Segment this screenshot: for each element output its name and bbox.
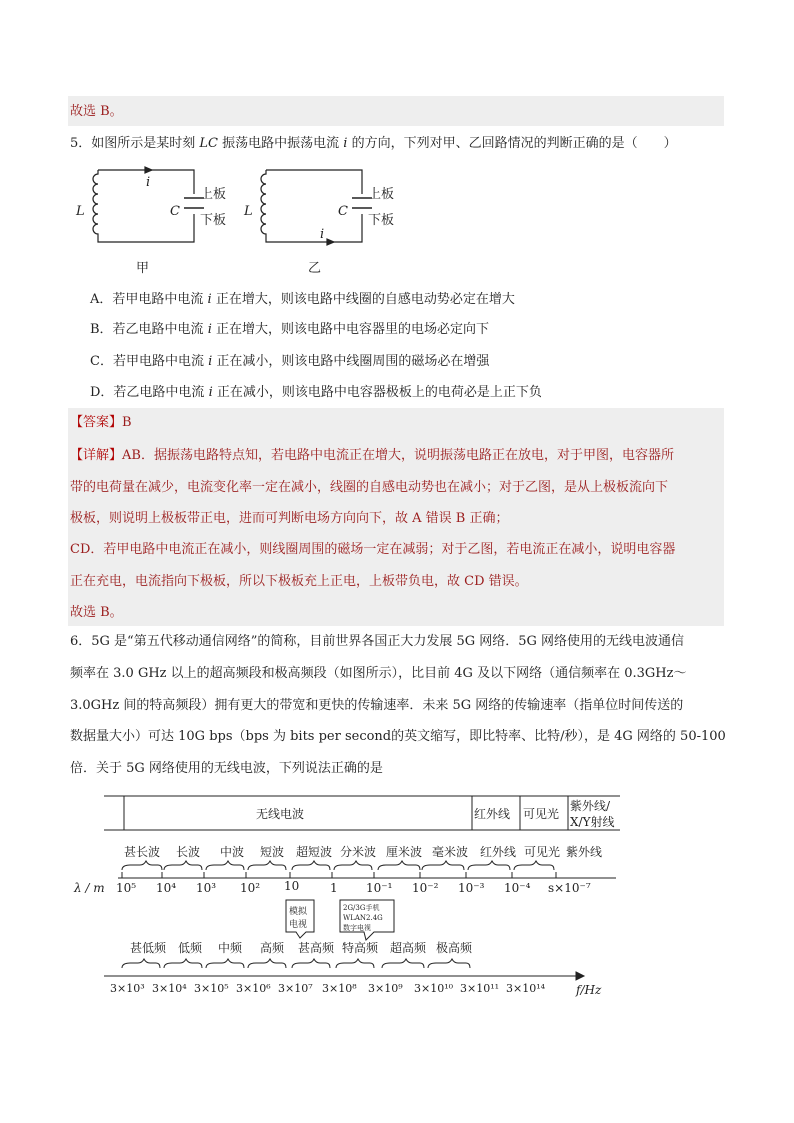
freq-band-5: 甚高频	[298, 941, 335, 955]
wave-label-4: 短波	[260, 845, 285, 859]
freq-band-1: 甚低频	[130, 941, 167, 955]
q5-detail-line-3: 极板，则说明上极板带正电，进而可判断电场方向向下，故 A 错误 B 正确；	[70, 511, 509, 526]
lambda-tick-6: 1	[330, 881, 338, 895]
wave-label-3: 中波	[220, 845, 245, 859]
q5-detail-line-1: 【详解】AB．据振荡电路特点知，若电路中电流正在增大，说明振荡电路正在放电，对于甲图，电容器所	[70, 448, 674, 463]
wave-label-10: 可见光	[524, 845, 561, 859]
label-i-jia: i	[146, 175, 151, 190]
band-visible: 可见光	[523, 807, 560, 821]
freq-tick-10: 3×10¹⁴	[506, 982, 546, 995]
lambda-tick-11: s×10⁻⁷	[548, 881, 591, 895]
label-yi: 乙	[308, 261, 322, 276]
brace-f3	[206, 959, 244, 968]
band-uv: 紫外线/	[570, 799, 611, 813]
prev-conclusion: 故选 B。	[70, 104, 123, 119]
q6-stem-line-2: 频率在 3.0 GHz 以上的超高频段和极高频段（如图所示），比目前 4G 及以下网络（通信频率在 0.3GHz～	[70, 666, 687, 681]
q5-detail-line-2: 带的电荷量在减少，电流变化率一定在减小，线圈的自感电动势也在减小；对于乙图，是从上极板流向下	[70, 480, 669, 495]
label-L-jia: L	[76, 204, 85, 219]
freq-tick-4: 3×10⁶	[236, 982, 271, 995]
q5-detail-line-5: 正在充电，电流指向下极板，所以下极板充上正电，上板带负电，故 CD 错误。	[70, 574, 528, 589]
callout-mobile-line-3: 数字电视	[343, 924, 371, 932]
brace-w8	[422, 861, 464, 870]
label-C-yi: C	[338, 204, 348, 219]
freq-band-4: 高频	[260, 941, 285, 955]
brace-f5	[292, 959, 330, 968]
label-upper-jia: 上板	[200, 187, 227, 202]
label-lower-yi: 下板	[368, 213, 395, 228]
callout-analog-line-1: 模拟	[289, 907, 308, 917]
label-i-yi: i	[320, 227, 325, 242]
wave-label-5: 超短波	[296, 845, 333, 859]
freq-band-6: 特高频	[342, 941, 379, 955]
freq-band-3: 中频	[218, 941, 243, 955]
wave-label-6: 分米波	[340, 845, 377, 859]
coil-yi	[261, 170, 266, 236]
freq-tick-7: 3×10⁹	[368, 982, 403, 995]
lambda-tick-4: 10²	[240, 881, 261, 895]
freq-tick-3: 3×10⁵	[194, 982, 229, 995]
label-jia: 甲	[136, 261, 150, 276]
callout-mobile-line-1: 2G/3G手机	[343, 904, 380, 912]
q5-option-b: B．若乙电路中电流 i 正在增大，则该电路中电容器里的电场必定向下	[90, 322, 489, 337]
coil-jia	[93, 170, 98, 236]
brace-f6	[336, 959, 374, 968]
lambda-tick-8: 10⁻²	[412, 881, 439, 895]
q5-option-c: C．若甲电路中电流 i 正在减小，则该电路中线圈周围的磁场必在增强	[90, 354, 490, 369]
brace-f1	[122, 959, 160, 968]
wave-label-2: 长波	[176, 845, 201, 859]
q6-stem-line-5: 倍．关于 5G 网络使用的无线电波，下列说法正确的是	[70, 761, 383, 776]
freq-band-7: 超高频	[390, 941, 427, 955]
lc-circuit-figure	[70, 160, 410, 280]
lambda-tick-10: 10⁻⁴	[504, 881, 531, 895]
brace-w2	[164, 861, 202, 870]
lambda-tick-5: 10	[284, 879, 300, 893]
prev-answer-block	[68, 96, 724, 126]
brace-w10	[514, 861, 554, 870]
brace-f7	[382, 959, 424, 968]
wave-label-11: 紫外线	[566, 845, 603, 859]
label-C-jia: C	[170, 204, 180, 219]
label-lower-jia: 下板	[200, 213, 227, 228]
wave-label-7: 厘米波	[386, 845, 423, 859]
q5-detail-line-4: CD．若甲电路中电流正在减小，则线圈周围的磁场一定在减弱；对于乙图，若电流正在减小，说明电容器	[70, 542, 676, 557]
q5-conclusion: 故选 B。	[70, 605, 123, 620]
callout-analog-tv	[286, 900, 314, 938]
brace-f8	[428, 959, 470, 968]
em-spectrum-figure	[60, 788, 620, 1000]
wavelength-ticks	[122, 872, 556, 878]
brace-w1	[122, 861, 162, 870]
brace-w3	[206, 861, 244, 870]
q5-option-a: A．若甲电路中电流 i 正在增大，则该电路中线圈的自感电动势必定在增大	[90, 292, 515, 307]
freq-band-8: 极高频	[436, 941, 473, 955]
lambda-tick-1: 10⁵	[116, 881, 137, 895]
q6-stem-line-4: 数据量大小）可达 10G bps（bps 为 bits per second的英文缩写，即比特率、比特/秒），是 4G 网络的 50-100	[70, 729, 726, 744]
q6-stem-line-3: 3.0GHz 间的特高频段）拥有更大的带宽和更快的传输速率．未来 5G 网络的传输速率（指单位时间传送的	[70, 698, 684, 713]
brace-f2	[164, 959, 202, 968]
brace-w7	[378, 861, 420, 870]
brace-w4	[248, 861, 286, 870]
callout-analog-line-2: 电视	[289, 920, 308, 930]
frequency-axis-arrow	[576, 972, 584, 980]
wave-label-8: 毫米波	[432, 845, 469, 859]
wave-label-9: 红外线	[480, 845, 517, 859]
freq-axis-label: f/Hz	[576, 983, 602, 997]
band-xray: X/Y射线	[570, 815, 615, 829]
brace-w5	[292, 861, 330, 870]
lambda-tick-9: 10⁻³	[458, 881, 485, 895]
band-infrared: 红外线	[474, 807, 511, 821]
current-arrow-yi	[327, 239, 334, 245]
brace-w9	[468, 861, 510, 870]
lambda-tick-7: 10⁻¹	[366, 881, 393, 895]
freq-tick-6: 3×10⁸	[322, 982, 357, 995]
q5-answer: 【答案】B	[70, 415, 132, 430]
label-upper-yi: 上板	[368, 187, 395, 202]
band-radio: 无线电波	[256, 807, 305, 821]
q5-stem: 5．如图所示是某时刻 LC 振荡电路中振荡电流 i 的方向，下列对甲、乙回路情况的判断正确的是（ ）	[70, 136, 677, 151]
label-L-yi: L	[244, 204, 253, 219]
current-arrow-jia	[145, 167, 152, 173]
callout-mobile-line-2: WLAN2.4G	[343, 914, 383, 922]
brace-w6	[334, 861, 372, 870]
freq-tick-8: 3×10¹⁰	[414, 982, 454, 995]
freq-tick-1: 3×10³	[110, 982, 145, 995]
freq-tick-5: 3×10⁷	[278, 982, 313, 995]
q5-option-d: D．若乙电路中电流 i 正在减小，则该电路中电容器极板上的电荷必是上正下负	[90, 385, 542, 400]
brace-f4	[248, 959, 286, 968]
lambda-tick-2: 10⁴	[156, 881, 177, 895]
q6-stem-line-1: 6．5G 是“第五代移动通信网络”的简称，目前世界各国正大力发展 5G 网络．5G 网络使用的无线电波通信	[70, 634, 685, 649]
freq-tick-2: 3×10⁴	[152, 982, 187, 995]
freq-band-2: 低频	[178, 941, 203, 955]
wave-label-1: 甚长波	[124, 845, 161, 859]
freq-tick-9: 3×10¹¹	[460, 982, 500, 995]
lambda-axis-label: λ / m	[74, 881, 105, 895]
lambda-tick-3: 10³	[196, 881, 217, 895]
